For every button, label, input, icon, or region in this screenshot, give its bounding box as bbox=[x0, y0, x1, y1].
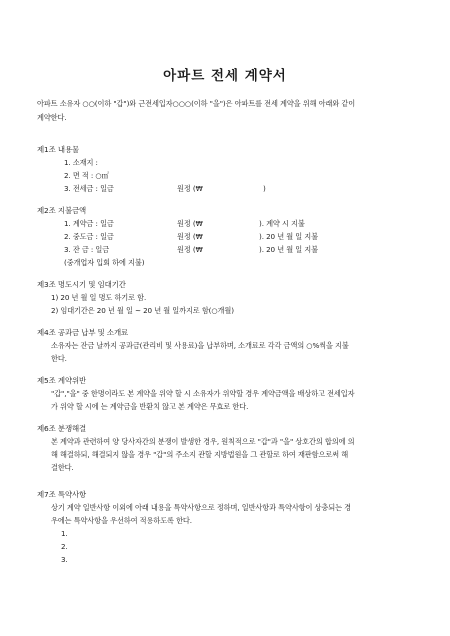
article-7-line-2: 우에는 특약사항을 우선하여 적용하도록 한다. bbox=[51, 516, 192, 525]
article-1-line-3-close: ) bbox=[263, 184, 266, 193]
article-heading: 제3조 명도시기 및 임대기간 bbox=[37, 280, 126, 289]
article-heading: 제4조 공과금 납부 및 소개료 bbox=[37, 328, 129, 337]
article-heading: 제1조 내용물 bbox=[37, 145, 80, 154]
article-2-note: (중개업자 입회 하에 지불) bbox=[64, 258, 145, 267]
article-heading: 제2조 지불금액 bbox=[37, 206, 87, 215]
article-6-line-2: 해 해결하되, 해결되지 않을 경우 "갑"의 주소지 관할 지방법원을 그 관할로 하여 재판함으로써 해 bbox=[51, 450, 349, 459]
article-2-row-2-label: 2. 중도금 : 일금 bbox=[64, 232, 114, 241]
article-heading: 제5조 계약위반 bbox=[37, 376, 87, 385]
article-4-line-1: 소유자는 잔금 날까지 공과금(관리비 및 사용료)을 납부하며, 소개료로 각각 금액의 ○%씩을 지불 bbox=[51, 341, 349, 350]
special-term-item: 1. bbox=[61, 529, 68, 538]
article-1-line-1: 1. 소재지 : bbox=[64, 158, 98, 167]
article-7-line-1: 상기 계약 일반사항 이외에 아래 내용을 특약사항으로 정하며, 일반사항과 특약사항이 상충되는 경 bbox=[51, 503, 351, 512]
article-2-row-2-amount: 원정 (₩ bbox=[177, 232, 203, 241]
article-5-line-1: "갑","을" 중 한명이라도 본 계약을 위약 할 시 소유자가 위약할 경우 계약금액을 배상하고 전세입자 bbox=[51, 389, 355, 398]
article-1-line-3-amount: 원정 (₩ bbox=[177, 184, 203, 193]
intro-line-2: 계약한다. bbox=[37, 113, 67, 122]
article-2-row-3-amount: 원정 (₩ bbox=[177, 245, 203, 254]
special-term-item: 3. bbox=[61, 555, 68, 564]
article-4-line-2: 한다. bbox=[51, 354, 67, 363]
article-2-row-2-tail: ). 20 년 월 일 지불 bbox=[259, 232, 318, 241]
article-5-line-2: 가 위약 할 시에 는 계약금을 반환치 않고 본 계약은 무효로 한다. bbox=[51, 402, 249, 411]
article-2-row-3-tail: ). 20 년 월 일 지불 bbox=[259, 245, 318, 254]
article-heading: 제6조 분쟁해결 bbox=[37, 424, 87, 433]
article-1-line-2: 2. 면 적 : ○㎡ bbox=[64, 171, 109, 180]
article-3-line-1: 1) 20 년 월 일 명도 하기로 함. bbox=[51, 293, 147, 302]
article-heading: 제7조 특약사항 bbox=[37, 490, 87, 499]
special-term-item: 2. bbox=[61, 542, 68, 551]
article-2-row-1-label: 1. 계약금 : 일금 bbox=[64, 219, 114, 228]
intro-line-1: 아파트 소유자 ○○(이하 "갑")와 근전세입자○○○(이하 "을")은 아파트를 전세 계약을 위해 아래와 같이 bbox=[37, 99, 356, 108]
article-6-line-1: 본 계약과 관련하여 양 당사자간의 분쟁이 발생한 경우, 원칙적으로 "갑"과 "을" 상호간의 합의에 의 bbox=[51, 437, 355, 446]
article-3-line-2: 2) 임대기간은 20 년 월 일 ~ 20 년 월 일까지로 함(○개월) bbox=[51, 306, 234, 315]
document-title: 아파트 전세 계약서 bbox=[163, 68, 287, 84]
article-2-row-1-amount: 원정 (₩ bbox=[177, 219, 203, 228]
article-1-line-3: 3. 전세금 : 일금 bbox=[64, 184, 114, 193]
article-2-row-3-label: 3. 잔 금 : 일금 bbox=[64, 245, 110, 254]
article-2-row-1-tail: ). 계약 시 지불 bbox=[259, 219, 305, 228]
article-6-line-3: 결한다. bbox=[51, 463, 74, 472]
